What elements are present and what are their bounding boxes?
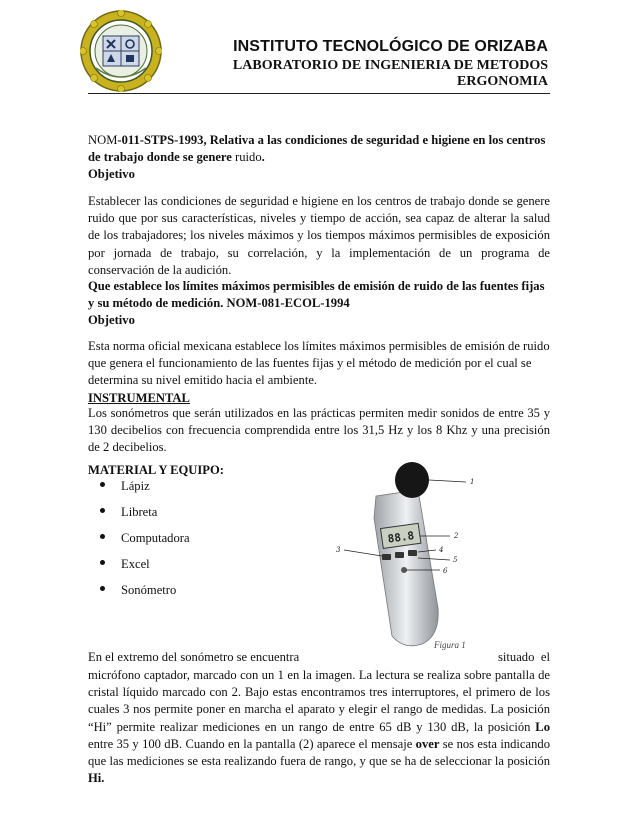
header-divider [88,93,550,94]
switch-3 [382,554,391,560]
header-lab-name: LABORATORIO DE INGENIERIA DE METODOS [232,58,548,73]
header-institute-name: INSTITUTO TECNOLÓGICO DE ORIZABA [233,38,548,55]
description-text-3: se nos esta indicando que las mediciones se esta realizando fuera de rango, y que se ha de seleccionar la posición [88,736,550,769]
callout-2: 2 [454,532,459,540]
nom081-objective-text: Esta norma oficial mexicana establece los límites máximos permisibles de emisión de ruido que genera el funcionamiento de las fuentes fijas y el método de medición por el cual se determina su nivel emitido hacia el ambiente. [88,339,550,388]
figure-caption: Figura 1 [434,640,466,650]
description-paragraph [88,667,550,787]
bullet-icon [100,482,105,487]
list-item: Lápiz [100,479,150,494]
nom011-objective-text: Establecer las condiciones de seguridad e higiene en los centros de trabajo donde se genere ruido que por sus características, niveles y tiempo de acción, sea capaz de alterar la salud de los trabajadores; los niveles máximos y los tiempos máximos permisibles de exposición por jornada de trabajo, su correlación, y la implementación de un programa de conservación de la audición. [88,194,550,277]
description-lo: Lo [535,719,550,734]
nom011-objective-label: Objetivo [88,167,135,181]
list-item: Libreta [100,505,157,520]
bullet-icon [100,508,105,513]
list-item: Sonómetro [100,583,176,598]
nom011-prefix: NOM [88,133,118,147]
nom081-title: Que establece los límites máximos permisibles de emisión de ruido de las fuentes fijas y su método de medición. NOM-081-ECOL-1994 [88,279,545,311]
list-item: Computadora [100,531,190,546]
materials-heading: MATERIAL Y EQUIPO: [88,463,224,477]
bullet-icon [100,560,105,565]
description-line1-right: el [540,650,550,664]
description-text-2: entre 35 y 100 dB. Cuando en la pantalla (2) aparece el mensaje [88,736,416,751]
callout-4: 4 [439,546,444,554]
callout-5: 5 [453,556,458,564]
list-item: Excel [100,557,150,572]
callout-3: 3 [336,546,341,554]
callout-1: 1 [470,478,475,486]
description-line1-left: En el extremo del sonómetro se encuentra [88,650,300,664]
callout-6: 6 [443,567,448,575]
nom011-title-tail: ruido [231,150,262,165]
institute-seal-logo [80,10,162,92]
description-text-1: micrófono captador, marcado con un 1 en la imagen. La lectura se realiza sobre pantalla de cristal líquido marcado con 2. Bajo estas encontramos tres interruptores, el primero de los cuales 3 nos permite poner en marcha el aparato y elegir el rango de medidas. La posición “Hi” permite realizar mediciones en un rango de entre 65 dB y 130 dB, la posición [88,668,550,734]
header-subject: ERGONOMIA [457,74,548,89]
switch-4 [395,552,404,558]
nom011-title-bold: -011-STPS-1993, Relativa a las condiciones de seguridad e higiene en los centros de trabajo donde se genere [88,133,546,165]
nom081-objective-label: Objetivo [88,313,135,327]
microphone-windscreen [395,462,429,498]
instrumental-heading: INSTRUMENTAL [88,391,190,405]
nom011-title [88,132,550,166]
instrumental-text: Los sonómetros que serán utilizados en las prácticas permiten medir sonidos de entre 35 y 130 decibelios con frecuencia comprendida entre los 31,5 Hz y los 8 Khz y una precisión de 2 decibelios. [88,406,550,455]
description-line1-mid: situado [498,650,535,664]
nom011-title-period: . [261,150,265,165]
description-hi: Hi. [88,771,105,786]
sound-level-meter-figure [326,458,486,658]
switch-5 [408,550,417,556]
bullet-icon [100,534,105,539]
description-over: over [415,736,440,751]
bullet-icon [100,586,105,591]
lcd-reading: 88.8 [386,529,415,546]
